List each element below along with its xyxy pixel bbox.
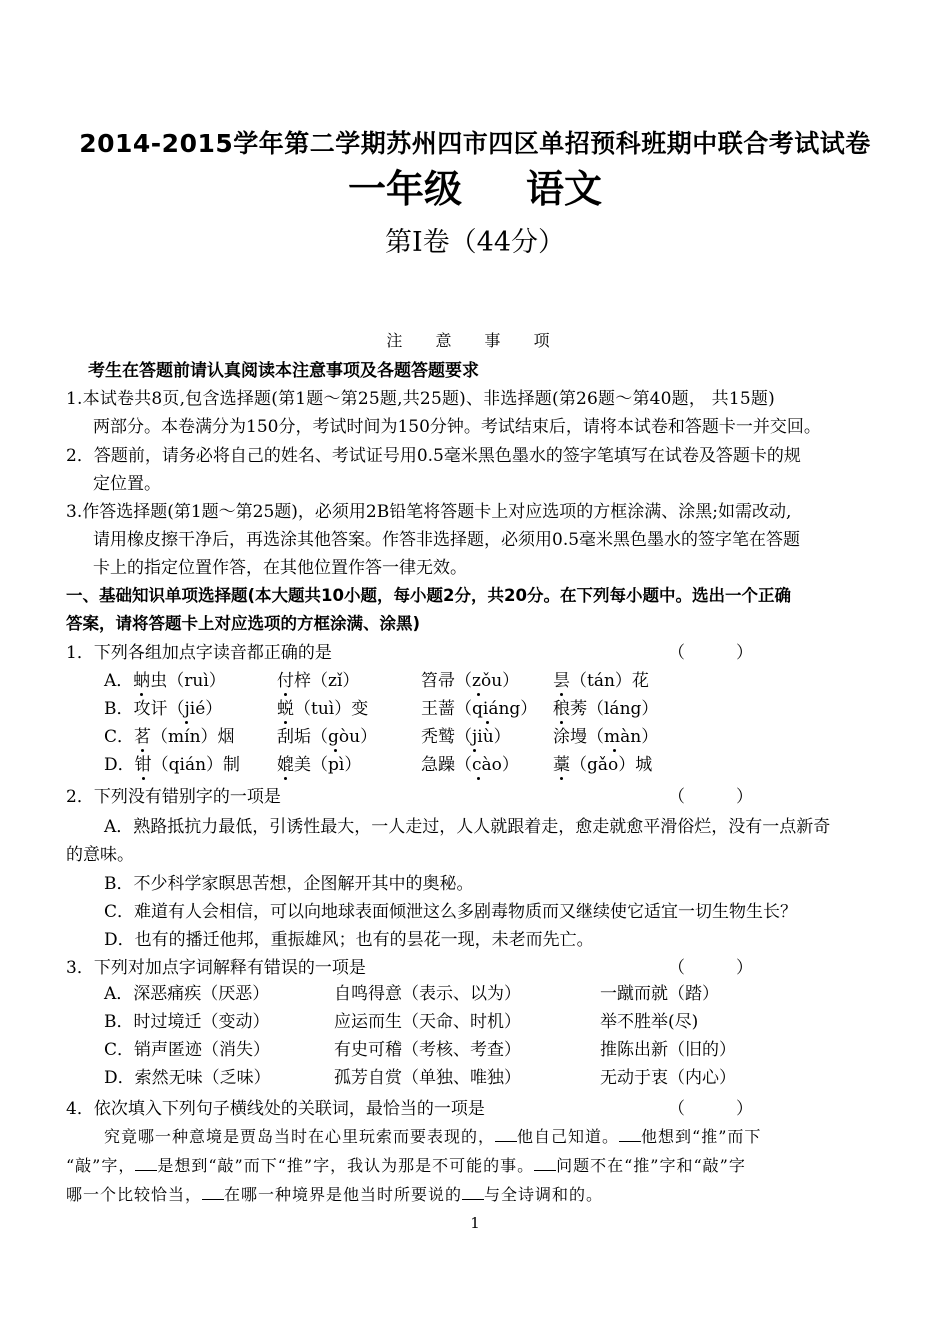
q4-blank-5 xyxy=(202,1198,224,1200)
q3-option-d-col2: 孤芳自赏（单独、唯独） xyxy=(334,1068,521,1088)
q3-option-c-col2: 有史可稽（考核、考查） xyxy=(334,1040,521,1060)
q3-option-b: B．时过境迁（变动） xyxy=(104,1012,270,1032)
q1-option-d: D．钳（qián）制 xyxy=(104,755,241,775)
notice-item-2-line-2: 定位置。 xyxy=(93,474,161,494)
q1-option-c-col2: 刮垢（gòu） xyxy=(277,727,378,747)
q1-option-d-col3: 急躁（cào） xyxy=(421,755,519,775)
q1-option-b: B．攻讦（jié） xyxy=(104,699,223,719)
subject-label: 语文 xyxy=(526,167,603,211)
q3-option-a: A．深恶痛疾（厌恶） xyxy=(104,984,270,1004)
q2-stem: 2．下列没有错别字的一项是 xyxy=(66,787,281,807)
notice-item-2-line-1: 2．答题前，请务必将自己的姓名、考试证号用0.5毫米黑色墨水的签字笔填写在试卷及答题卡的规 xyxy=(66,446,801,466)
q3-option-a-col3: 一蹴而就（踏） xyxy=(600,984,719,1004)
q3-option-b-col3: 举不胜举(尽) xyxy=(600,1012,699,1032)
q1-option-a: A．蚋虫（ruì） xyxy=(104,671,226,691)
q4-answer-paren: （ ） xyxy=(668,1099,753,1119)
q2-option-d: D．也有的播迁他邦，重振雄风；也有的昙花一现，未老而先亡。 xyxy=(104,930,594,950)
q4-blank-6 xyxy=(462,1198,484,1200)
q4-passage-line-3: 哪一个比较恰当， 在哪一种境界是他当时所要说的 与全诗调和的。 xyxy=(66,1185,604,1204)
q2-option-c: C．难道有人会相信，可以向地球表面倾泄这么多剧毒物质而又继续使它适宜一切生物生长？ xyxy=(104,902,798,922)
section-1-heading-line-2: 答案，请将答题卡上对应选项的方框涂满、涂黑) xyxy=(66,614,421,633)
q1-option-d-col4: 藁（gǎo）城 xyxy=(553,755,653,775)
q1-stem: 1．下列各组加点字读音都正确的是 xyxy=(66,643,332,663)
q4-passage-line-2: “敲”字， 是想到“敲”而下“推”字，我认为那是不可能的事。 问题不在“推”字和“敲”字 xyxy=(66,1156,746,1175)
notice-item-3-line-1: 3.作答选择题(第1题～第25题)，必须用2B铅笔将答题卡上对应选项的方框涂满、涂黑;如需改动, xyxy=(66,502,792,522)
q1-answer-paren: （ ） xyxy=(668,643,753,663)
q1-option-b-col3: 王蔷（qiáng） xyxy=(421,699,538,719)
q3-option-a-col2: 自鸣得意（表示、以为） xyxy=(334,984,521,1004)
q3-option-d-col3: 无动于衷（内心） xyxy=(600,1068,736,1088)
grade-subject xyxy=(0,158,950,213)
volume-heading: 第Ⅰ卷（44分） xyxy=(384,227,566,258)
q2-option-a-line-2: 的意味。 xyxy=(66,845,134,865)
notice-item-1-line-1: 1.本试卷共8页,包含选择题(第1题～第25题,共25题)、非选择题(第26题～第40题， 共15题) xyxy=(66,389,775,409)
q1-option-a-col3: 笤帚（zǒu） xyxy=(421,671,520,691)
q1-option-c-col4: 涂墁（màn） xyxy=(553,727,659,747)
page-number: 1 xyxy=(470,1214,480,1232)
notice-heading: 注 意 事 项 xyxy=(386,331,564,350)
q3-stem: 3．下列对加点字词解释有错误的一项是 xyxy=(66,958,366,978)
q2-answer-paren: （ ） xyxy=(668,787,753,807)
q4-blank-4 xyxy=(534,1169,556,1171)
q1-option-d-col2: 媲美（pì） xyxy=(277,755,362,775)
q1-option-b-col2: 蜕（tuì）变 xyxy=(277,699,369,719)
q3-option-c-col3: 推陈出新（旧的） xyxy=(600,1040,736,1060)
q4-blank-3 xyxy=(135,1169,157,1171)
q4-blank-1 xyxy=(495,1140,517,1142)
notice-item-1-line-2: 两部分。本卷满分为150分，考试时间为150分钟。考试结束后，请将本试卷和答题卡一并交回。 xyxy=(93,417,821,437)
q3-answer-paren: （ ） xyxy=(668,958,753,978)
q3-option-b-col2: 应运而生（天命、时机） xyxy=(334,1012,521,1032)
notice-intro: 考生在答题前请认真阅读本注意事项及各题答题要求 xyxy=(88,361,479,381)
notice-item-3-line-3: 卡上的指定位置作答，在其他位置作答一律无效。 xyxy=(93,558,467,578)
q3-option-c: C．销声匿迹（消失） xyxy=(104,1040,271,1060)
q1-option-b-col4: 稂莠（láng） xyxy=(553,699,659,719)
notice-item-3-line-2: 请用橡皮擦干净后，再选涂其他答案。作答非选择题，必须用0.5毫米黑色墨水的签字笔在答题 xyxy=(93,530,801,550)
q1-option-c-col3: 秃鹫（jiù） xyxy=(421,727,511,747)
q4-passage-line-1: 究竟哪一种意境是贾岛当时在心里玩索而要表现的， 他自己知道。 他想到“推”而下 xyxy=(104,1127,762,1146)
q1-option-a-col4: 昙（tán）花 xyxy=(553,671,649,691)
q4-blank-2 xyxy=(619,1140,641,1142)
q4-stem: 4．依次填入下列句子横线处的关联词，最恰当的一项是 xyxy=(66,1099,485,1119)
q1-option-a-col2: 付梓（zǐ） xyxy=(277,671,360,691)
q2-option-b: B．不少科学家瞑思苦想，企图解开其中的奥秘。 xyxy=(104,874,474,894)
q3-option-d: D．索然无味（乏味） xyxy=(104,1068,271,1088)
exam-title: 2014-2015学年第二学期苏州四市四区单招预科班期中联合考试试卷 xyxy=(79,129,871,158)
q1-option-c: C．茗（mín）烟 xyxy=(104,727,235,747)
q2-option-a-line-1: A．熟路抵抗力最低，引诱性最大，一人走过，人人就跟着走，愈走就愈平滑俗烂，没有一点新奇 xyxy=(104,817,831,837)
section-1-heading-line-1: 一、基础知识单项选择题(本大题共10小题，每小题2分，共20分。在下列每小题中。选出一个正确 xyxy=(66,586,791,605)
grade-label: 一年级 xyxy=(347,167,462,211)
